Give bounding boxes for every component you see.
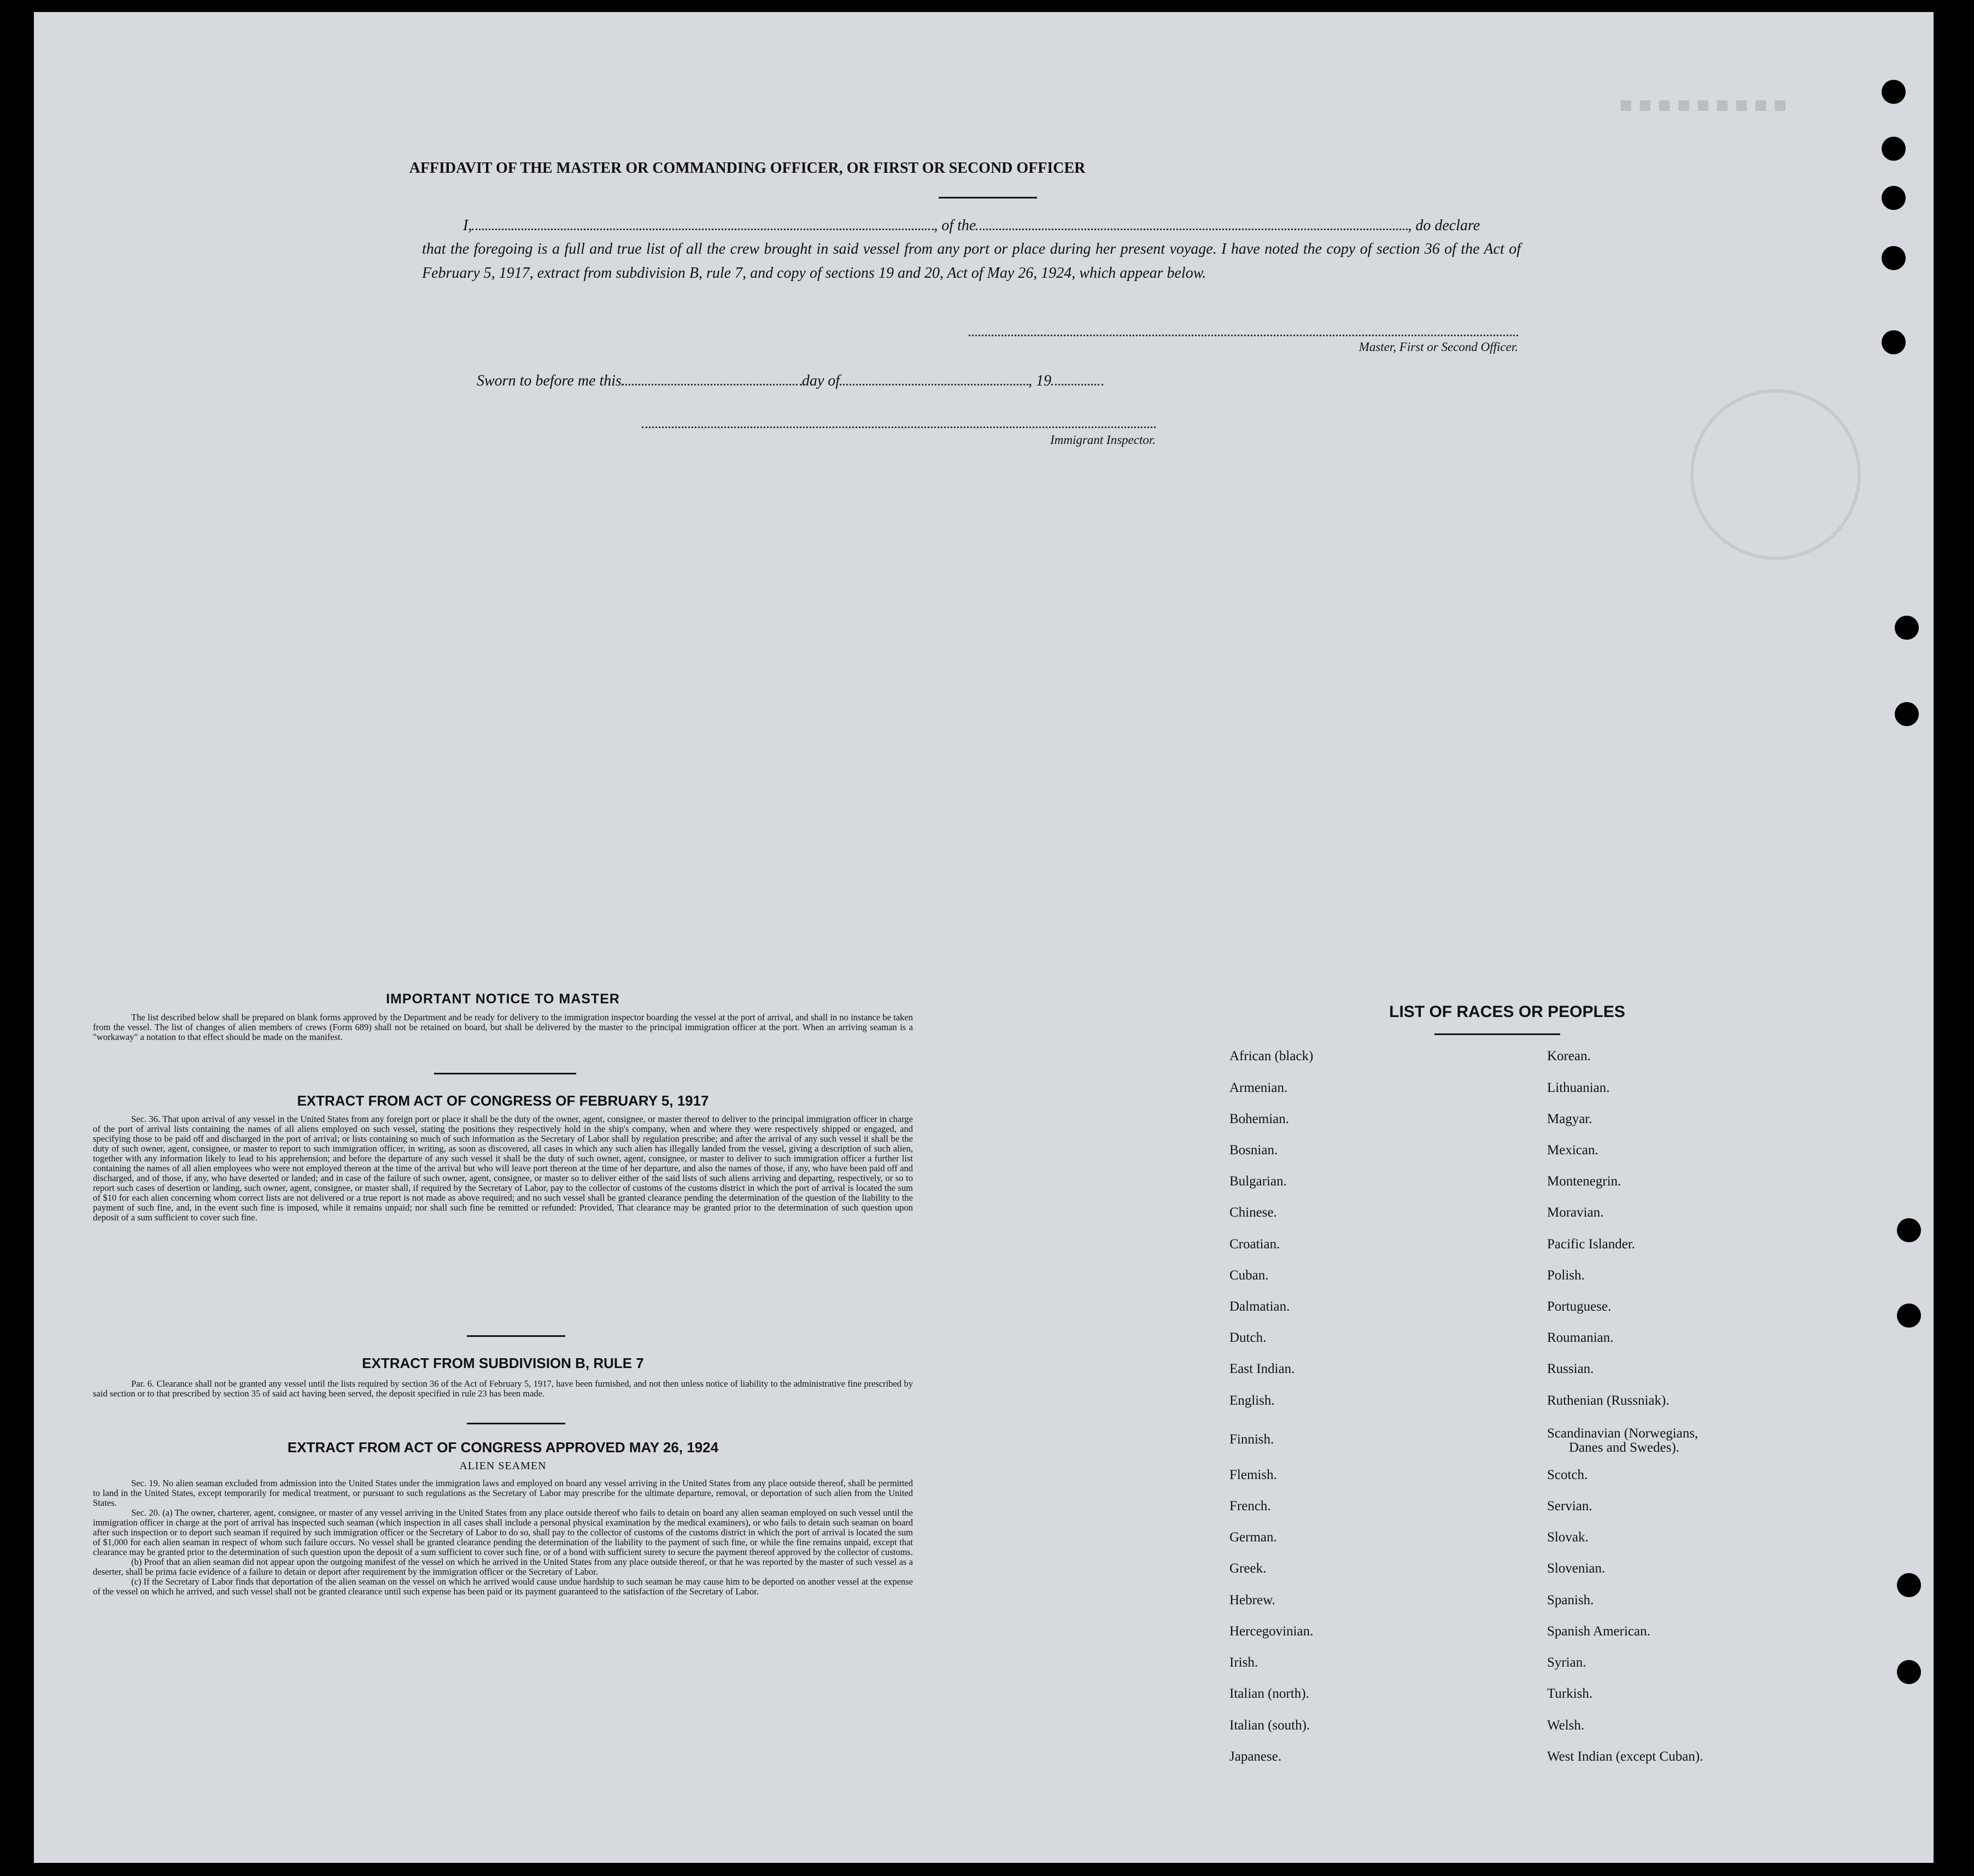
affidavit-title: AFFIDAVIT OF THE MASTER OR COMMANDING OFFICER, OR FIRST OR SECOND OFFICER	[409, 160, 1086, 177]
race-right-7: Pacific Islander.	[1547, 1237, 1636, 1252]
sworn-year-label: , 19	[1028, 372, 1052, 389]
race-left-16: German.	[1229, 1530, 1277, 1545]
faded-stamp	[1690, 389, 1861, 560]
notice-title: IMPORTANT NOTICE TO MASTER	[386, 991, 620, 1007]
punch-hole	[1897, 1660, 1921, 1684]
extract1917-title: EXTRACT FROM ACT OF CONGRESS OF FEBRUARY 5, 1917	[297, 1092, 709, 1109]
punch-hole	[1882, 80, 1906, 104]
race-right-6: Moravian.	[1547, 1205, 1604, 1220]
punch-hole	[1895, 616, 1919, 640]
race-right-19: Spanish American.	[1547, 1624, 1650, 1639]
race-left-17: Greek.	[1229, 1561, 1267, 1576]
punch-hole	[1882, 137, 1906, 161]
race-left-21: Italian (north).	[1229, 1686, 1309, 1701]
sworn-month-blank[interactable]	[840, 371, 1028, 385]
vessel-blank[interactable]	[976, 215, 1408, 230]
race-left-23: Japanese.	[1229, 1749, 1282, 1764]
sworn-day-of-label: day of	[801, 372, 840, 389]
race-left-9: Dalmatian.	[1229, 1299, 1290, 1314]
punch-hole	[1897, 1573, 1921, 1597]
inspector-signature-caption: Immigrant Inspector.	[1050, 433, 1156, 447]
race-right-5: Montenegrin.	[1547, 1174, 1621, 1189]
punch-hole	[1882, 186, 1906, 210]
race-left-10: Dutch.	[1229, 1330, 1267, 1345]
race-left-1: African (black)	[1229, 1049, 1314, 1063]
extract1924-text	[93, 1478, 913, 1597]
race-right-18: Spanish.	[1547, 1593, 1594, 1608]
affidavit-body: that the foregoing is a full and true list of all the crew brought in said vessel from any port or place during her present voyage. I have noted the copy of section 36 of the Act of February 5, 1917, extract from subdivision B, rule 7, and copy of sections 19 and 20, Act of May 26, 1924, which appear below.	[422, 241, 1521, 282]
extract1917-paragraph: Sec. 36. That upon arrival of any vessel in the United States from any foreign port or place it shall be the duty of the owner, agent, consignee, or master thereof to deliver to the principal immigration officer in charge of the port of arrival lists containing the names of all aliens employed on such vessel, stating the positions they respectively hold in the ship's company, when and where they were respectively shipped or engaged, and specifying those to be paid off and discharged in the port of arrival; or lists containing so much of such information as the Secretary of Labor shall by regulation prescribe; and after the arrival of any such vessel it shall be the duty of such owner, agent, consignee, or master to report to such immigration officer, in writing, as soon as discovered, all cases in which any such alien has illegally landed from the vessel, giving a description of such alien, together with any information likely to lead to his apprehension; and before the departure of any such vessel it shall be the duty of such owner, agent, consignee, or master to deliver to such immigration officer a further list containing the names of all alien employees who were not employed thereon at the time of the arrival but who will leave port thereon at the time of her departure, and also the names of those, if any, who have been paid off and discharged, and of those, if any, who have deserted or landed; and in case of the failure of such owner, agent, consignee, or master so to deliver either of the said lists of such aliens arriving and departing, respectively, or so to report such cases of desertion or landing, such owner, agent, consignee, or master shall, if required by the Secretary of Labor, pay to the collector of customs of the customs district in which the port of arrival is located the sum of $10 for each alien concerning whom correct lists are not delivered or a true report is not made as above required; and no such vessel shall be granted clearance pending the determination of the question of the liability to the payment of such fine, and, in the event such fine is imposed, while it remains unpaid; nor shall such fine be remitted or refunded: Provided, That clearance may be granted prior to the determination of such question upon deposit of a sum sufficient to cover such fine.	[93, 1114, 913, 1223]
sworn-year-blank[interactable]	[1051, 371, 1103, 385]
sec20c-paragraph: (c) If the Secretary of Labor finds that deportation of the alien seaman on the vessel on which he arrived would cause undue hardship to such seaman he may cause him to be deported on another vessel at the expense of the vessel on which he arrived, and such vessel shall not be granted clearance until such expense has been paid or its payment guaranteed to the satisfaction of the Secretary of Labor.	[93, 1576, 913, 1597]
punch-hole	[1882, 330, 1906, 354]
master-signature-caption: Master, First or Second Officer.	[1358, 340, 1518, 354]
master-signature-blank[interactable]	[969, 335, 1518, 336]
bleed-through-header: ■ ■ ■ ■ ■ ■ ■ ■ ■	[1619, 93, 1787, 117]
punch-hole	[1897, 1218, 1921, 1242]
race-left-20: Irish.	[1229, 1655, 1258, 1670]
race-right-12: Ruthenian (Russniak).	[1547, 1393, 1670, 1408]
race-right-13b: Danes and Swedes).	[1569, 1440, 1680, 1455]
race-right-10: Roumanian.	[1547, 1330, 1614, 1345]
punch-hole	[1897, 1304, 1921, 1328]
race-left-3: Bohemian.	[1229, 1112, 1290, 1126]
punch-hole	[1882, 246, 1906, 270]
rule7-rule	[467, 1423, 565, 1424]
punch-hole	[1895, 702, 1919, 726]
race-right-11: Russian.	[1547, 1361, 1594, 1376]
notice-rule	[434, 1073, 576, 1074]
race-right-22: Welsh.	[1547, 1718, 1585, 1733]
affidavit-i-label: I,	[463, 217, 472, 234]
sworn-day-blank[interactable]	[622, 371, 802, 385]
race-left-5: Bulgarian.	[1229, 1174, 1287, 1189]
affidavit-title-rule	[939, 197, 1037, 198]
race-right-1: Korean.	[1547, 1049, 1591, 1063]
race-right-9: Portuguese.	[1547, 1299, 1612, 1314]
notice-text	[93, 1013, 913, 1042]
race-right-15: Servian.	[1547, 1499, 1592, 1513]
race-left-14: Flemish.	[1229, 1468, 1277, 1482]
sec20a-paragraph: Sec. 20. (a) The owner, charterer, agent, consignee, or master of any vessel arriving in the United States from any place outside thereof who fails to detain on board any alien seaman employed on such vessel until the immigration officer in charge at the port of arrival has inspected such seaman (which inspection in all cases shall include a personal physical examination by the medical examiners), or who fails to detain such seaman on board after such inspection or to deport such seaman if required by such immigration officer or the Secretary of Labor to do so, shall pay to the collector of customs of the customs district in which the port of arrival is located the sum of $1,000 for each alien seaman in respect of whom such failure occurs. No vessel shall be granted clearance pending the determination of the liability to the payment of such fine, or while the fine remains unpaid, except that clearance may be granted prior to the determination of such question upon the deposit of a sum sufficient to cover such fine, or of a bond with sufficient surety to secure the payment thereof approved by the collector of customs.	[93, 1507, 913, 1557]
race-right-13: Scandinavian (Norwegians,	[1547, 1426, 1698, 1441]
rule7-paragraph: Par. 6. Clearance shall not be granted any vessel until the lists required by section 36 of the Act of February 5, 1917, have been furnished, and not then unless notice of liability to the administrative fine prescribed by said section or to that prescribed by section 35 of said act having been served, the deposit specified in rule 23 has been made.	[93, 1378, 913, 1399]
race-left-6: Chinese.	[1229, 1205, 1277, 1220]
race-left-15: French.	[1229, 1499, 1271, 1513]
race-left-2: Armenian.	[1229, 1080, 1288, 1095]
rule7-text	[93, 1379, 913, 1399]
race-left-18: Hebrew.	[1229, 1593, 1275, 1608]
race-left-11: East Indian.	[1229, 1361, 1295, 1376]
race-left-13: Finnish.	[1229, 1432, 1274, 1447]
race-right-2: Lithuanian.	[1547, 1080, 1610, 1095]
race-right-17: Slovenian.	[1547, 1561, 1606, 1576]
race-left-19: Hercegovinian.	[1229, 1624, 1314, 1639]
sworn-prefix: Sworn to before me this	[477, 372, 622, 389]
affidavit-declaration-line	[463, 215, 1518, 235]
extract1924-title: EXTRACT FROM ACT OF CONGRESS APPROVED MAY 26, 1924	[287, 1439, 719, 1456]
race-left-12: English.	[1229, 1393, 1275, 1408]
sec19-paragraph: Sec. 19. No alien seaman excluded from admission into the United States under the immigration laws and employed on board any vessel arriving in the United States from any place outside thereof, shall be permitted to land in the United States, except temporarily for medical treatment, or pursuant to such regulations as the Secretary of Labor may prescribe for the ultimate departure, removal, or deportation of such alien from the United States.	[93, 1478, 913, 1508]
inspector-signature-blank[interactable]	[642, 426, 1156, 428]
affidavit-of-the-label: , of the	[934, 217, 976, 234]
extract1917-text	[93, 1114, 913, 1223]
race-right-8: Polish.	[1547, 1268, 1585, 1283]
sec20b-paragraph: (b) Proof that an alien seaman did not appear upon the outgoing manifest of the vessel on which he arrived in the United States from any place outside thereof, or that he was reported by the master of such vessel as a deserter, shall be prima facie evidence of a failure to detain or deport after requirement by the immigration officer or the Secretary of Labor.	[93, 1557, 913, 1577]
race-left-22: Italian (south).	[1229, 1718, 1310, 1733]
race-left-8: Cuban.	[1229, 1268, 1269, 1283]
name-blank[interactable]	[472, 215, 934, 230]
race-right-23: West Indian (except Cuban).	[1547, 1749, 1703, 1764]
race-right-4: Mexican.	[1547, 1143, 1598, 1158]
extract1917-rule	[467, 1335, 565, 1337]
race-right-16: Slovak.	[1547, 1530, 1589, 1545]
race-right-21: Turkish.	[1547, 1686, 1593, 1701]
affidavit-do-declare-label: , do declare	[1408, 217, 1480, 234]
race-left-4: Bosnian.	[1229, 1143, 1278, 1158]
races-title: LIST OF RACES OR PEOPLES	[1389, 1003, 1625, 1021]
document-sheet	[34, 12, 1934, 1863]
races-title-rule	[1434, 1033, 1560, 1035]
rule7-title: EXTRACT FROM SUBDIVISION B, RULE 7	[362, 1355, 644, 1371]
notice-paragraph: The list described below shall be prepared on blank forms approved by the Department and be ready for delivery to the immigration inspector boarding the vessel at the port of arrival, and shall in no instance be taken from the vessel. The list of changes of alien members of crews (Form 689) shall not be retained on board, but shall be delivered by the master to the principal immigration officer at the port. When an arriving seaman is a "workaway" a notation to that effect should be made on the manifest.	[93, 1012, 913, 1042]
race-right-20: Syrian.	[1547, 1655, 1586, 1670]
sworn-line	[477, 371, 1103, 390]
race-right-14: Scotch.	[1547, 1468, 1588, 1482]
race-right-3: Magyar.	[1547, 1112, 1592, 1126]
extract1924-subtitle: ALIEN SEAMEN	[459, 1460, 547, 1472]
race-left-7: Croatian.	[1229, 1237, 1280, 1252]
